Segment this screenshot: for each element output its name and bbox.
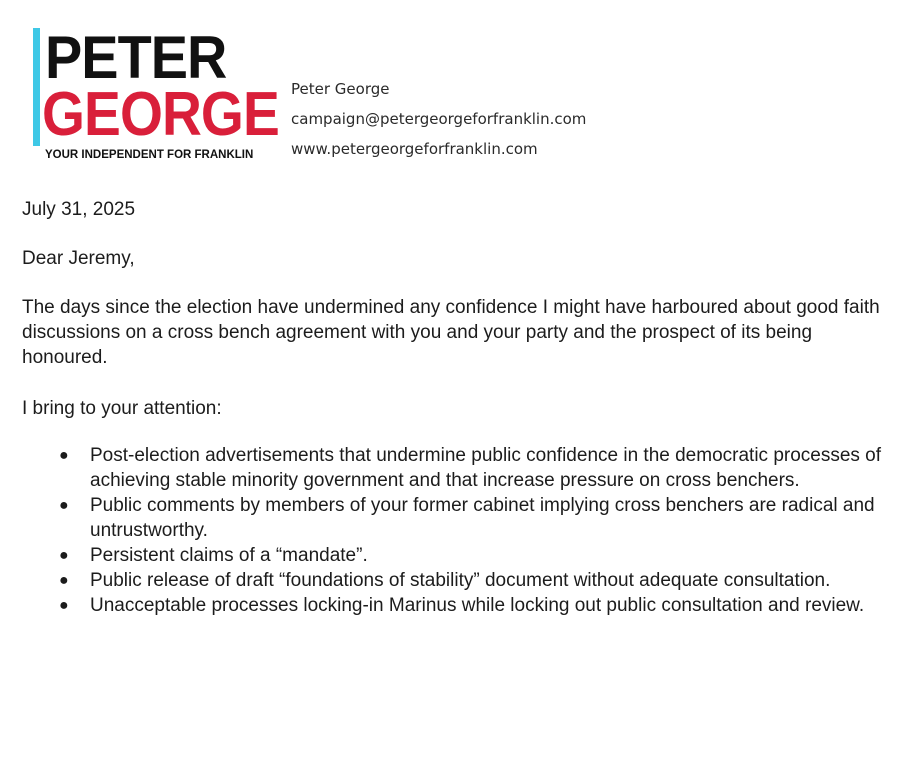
list-item — [22, 543, 892, 568]
letter-date: July 31, 2025 — [22, 199, 136, 220]
list-item — [22, 493, 892, 543]
list-item-text: Unacceptable processes locking-in Marinus while locking out public consultation and review. — [90, 595, 865, 616]
list-intro: I bring to your attention: — [22, 398, 222, 419]
list-item-text: Public comments by members of your former cabinet implying cross benchers are radical and untrustworthy. — [90, 495, 875, 541]
bullet-icon: ● — [59, 597, 69, 614]
issues-list — [22, 443, 892, 618]
letter-salutation: Dear Jeremy, — [22, 248, 135, 269]
logo-tagline: YOUR INDEPENDENT FOR FRANKLIN — [45, 149, 254, 161]
contact-block — [291, 78, 586, 168]
list-item-text: Post-election advertisements that undermine public confidence in the democratic processes of achieving stable minority government and that increase pressure on cross benchers. — [90, 445, 882, 491]
list-item — [22, 568, 892, 593]
bullet-icon: ● — [59, 572, 69, 589]
logo-accent-bar — [33, 28, 40, 146]
bullet-icon: ● — [59, 547, 69, 564]
logo-first-name: PETER — [45, 24, 227, 91]
bullet-icon: ● — [59, 497, 69, 514]
logo-last-name: GEORGE — [42, 80, 279, 149]
letter-paragraph: The days since the election have undermined any confidence I might have harboured about good faith discussions on a cross bench agreement with you and your party and the prospect of its being honoured. — [22, 297, 880, 368]
list-item — [22, 593, 892, 618]
contact-name: Peter George — [291, 80, 390, 98]
list-item-text: Public release of draft “foundations of stability” document without adequate consultation. — [90, 570, 831, 591]
list-item — [22, 443, 892, 493]
contact-email: campaign@petergeorgeforfranklin.com — [291, 110, 587, 128]
contact-website: www.petergeorgeforfranklin.com — [291, 140, 538, 158]
list-item-text: Persistent claims of a “mandate”. — [90, 545, 368, 566]
campaign-logo — [33, 24, 279, 168]
letter-body — [22, 197, 892, 618]
bullet-icon: ● — [59, 447, 69, 464]
